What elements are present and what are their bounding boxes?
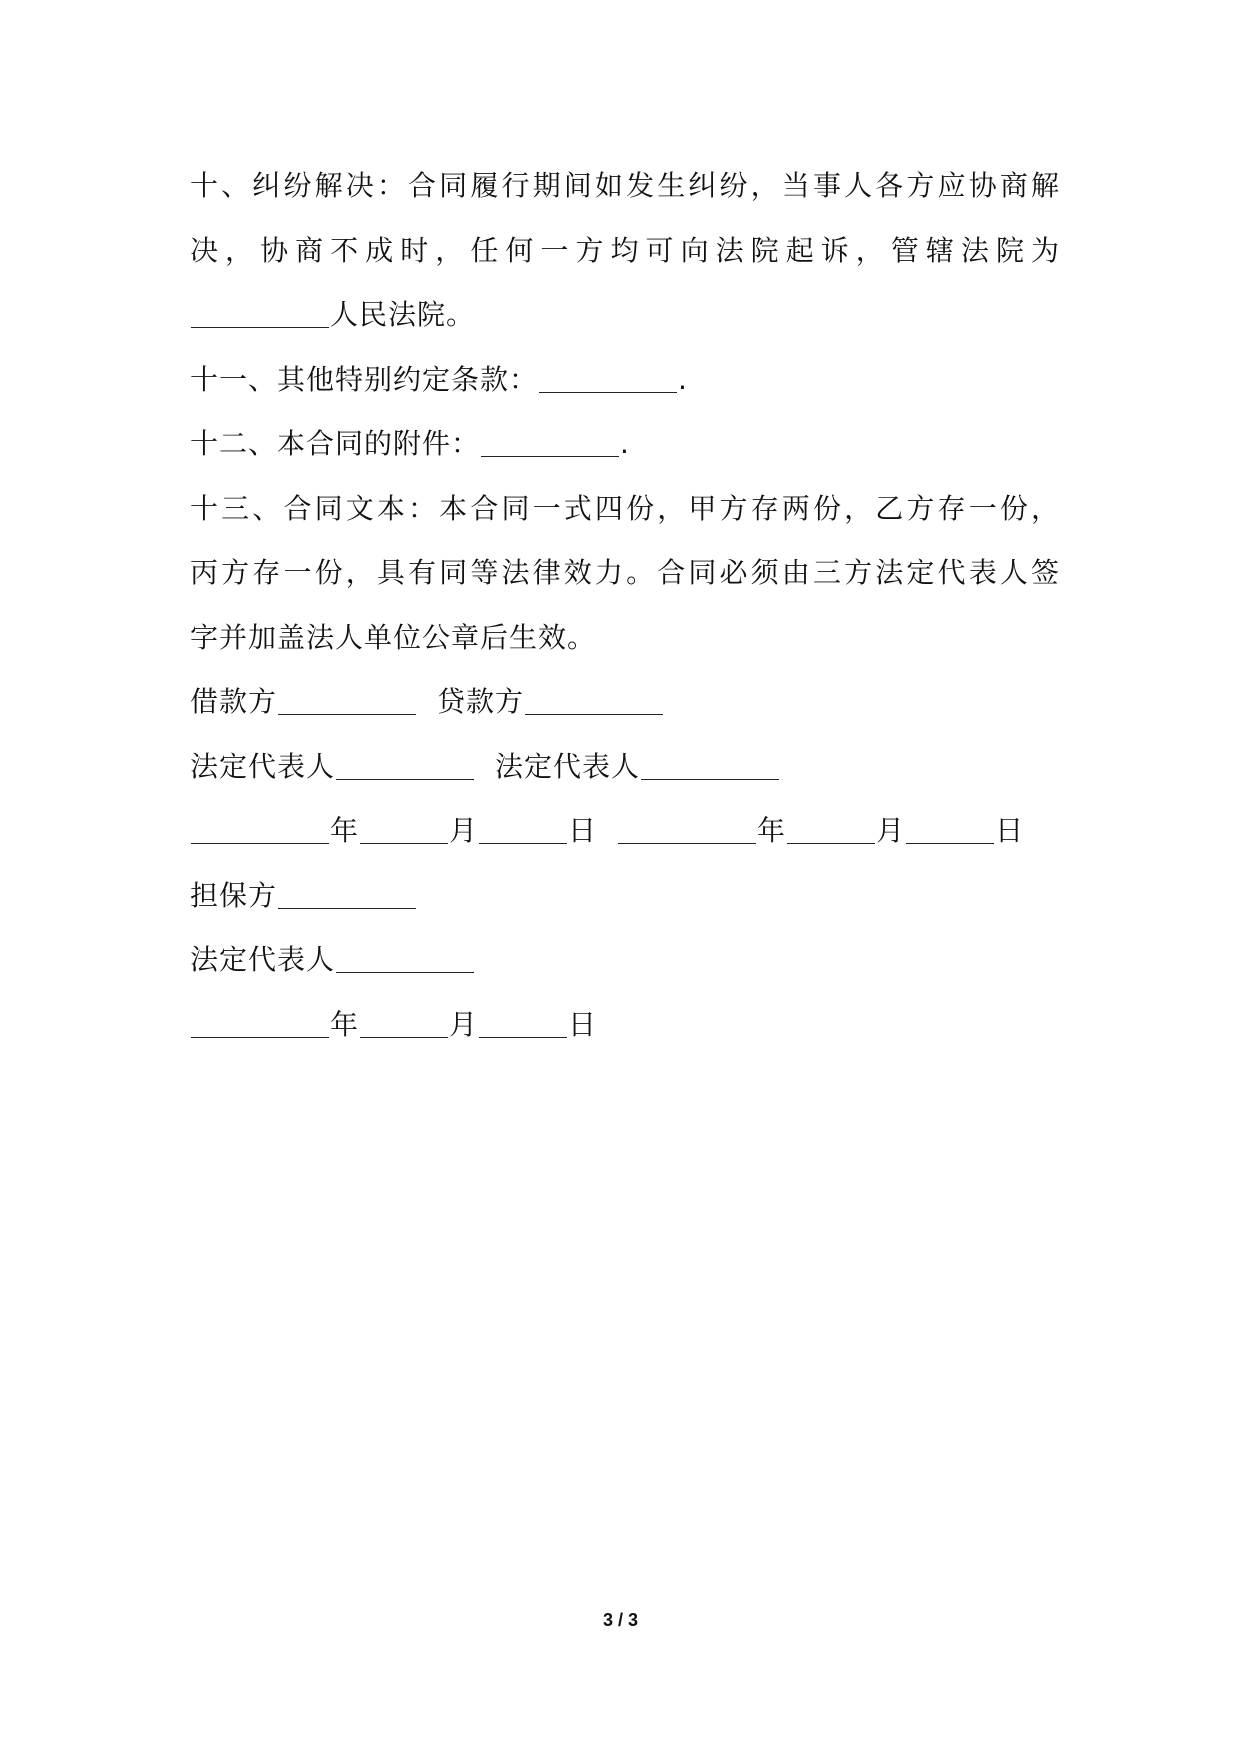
clause-13-line-2: 丙方存一份，具有同等法律效力。合同必须由三方法定代表人签 — [190, 556, 1060, 589]
borrower-month-blank — [360, 815, 448, 844]
borrower-label: 借款方 — [190, 685, 278, 718]
signature-row-guarantor — [190, 864, 1060, 929]
attachments-blank — [481, 428, 619, 457]
borrower-legal-rep-label: 法定代表人 — [190, 749, 336, 783]
year-label: 年 — [330, 814, 360, 847]
borrower-year-blank — [191, 815, 329, 844]
clause-10-line-3 — [190, 283, 1060, 348]
signature-row-legal-reps — [190, 735, 1060, 800]
court-blank — [191, 299, 329, 328]
clause-11-end: . — [678, 362, 688, 396]
guarantor-label: 担保方 — [190, 878, 278, 912]
day-label: 日 — [568, 1007, 598, 1041]
lender-legal-rep-label: 法定代表人 — [495, 749, 641, 783]
page-number: 3 / 3 — [602, 1610, 639, 1630]
guarantor-legal-rep-blank — [336, 944, 474, 973]
day-label: 日 — [568, 814, 598, 847]
lender-year-blank — [618, 815, 756, 844]
guarantor-month-blank — [360, 1009, 448, 1038]
month-label: 月 — [449, 1007, 479, 1041]
year-label: 年 — [757, 814, 787, 847]
clause-13-line-3: 字并加盖法人单位公章后生效。 — [190, 620, 597, 654]
clause-10-line-2: 决，协商不成时，任何一方均可向法院起诉，管辖法院为 — [190, 233, 1060, 267]
clause-10-line-1: 十、纠纷解决：合同履行期间如发生纠纷，当事人各方应协商解 — [190, 169, 1060, 202]
lender-blank — [525, 686, 663, 715]
day-label: 日 — [995, 814, 1025, 847]
clause-12-end: . — [620, 427, 630, 460]
guarantor-day-blank — [479, 1009, 567, 1038]
clause-11 — [190, 348, 1060, 413]
court-suffix: 人民法院。 — [330, 298, 476, 331]
guarantor-legal-rep-label: 法定代表人 — [190, 943, 336, 976]
borrower-blank — [278, 686, 416, 715]
document-body — [190, 154, 1060, 1057]
signature-row-guarantor-date — [190, 993, 1060, 1058]
month-label: 月 — [876, 814, 906, 847]
signature-row-parties — [190, 670, 1060, 735]
year-label: 年 — [330, 1007, 360, 1041]
signature-row-dates — [190, 799, 1060, 864]
month-label: 月 — [449, 814, 479, 847]
lender-label: 贷款方 — [437, 685, 525, 718]
lender-month-blank — [787, 815, 875, 844]
borrower-day-blank — [479, 815, 567, 844]
clause-12-text: 十二、本合同的附件： — [190, 427, 481, 460]
guarantor-year-blank — [191, 1009, 329, 1038]
special-terms-blank — [539, 364, 677, 393]
signature-row-guarantor-legal-rep — [190, 928, 1060, 993]
lender-day-blank — [906, 815, 994, 844]
borrower-legal-rep-blank — [336, 751, 474, 780]
clause-13-line-1: 十三、合同文本：本合同一式四份，甲方存两份，乙方存一份， — [190, 491, 1060, 525]
guarantor-blank — [278, 880, 416, 909]
clause-12 — [190, 412, 1060, 477]
clause-11-text: 十一、其他特别约定条款： — [190, 362, 539, 396]
lender-legal-rep-blank — [641, 751, 779, 780]
